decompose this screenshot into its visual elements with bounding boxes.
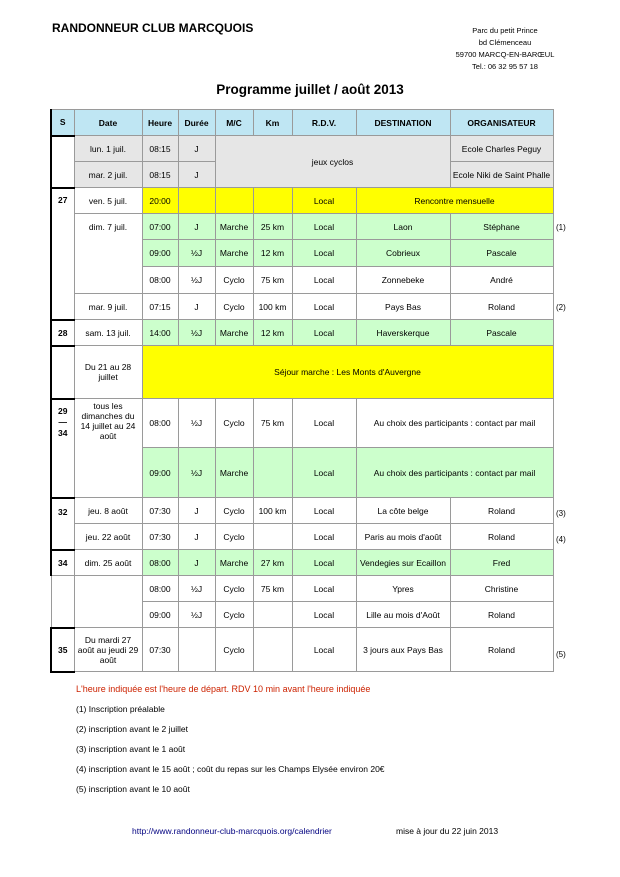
date-cell: jeu. 22 août <box>74 524 142 550</box>
week-cell <box>51 576 74 628</box>
table-row <box>51 524 553 550</box>
km-cell: 100 km <box>253 498 292 524</box>
row-note-marker: (4) <box>556 535 566 544</box>
duree-cell: J <box>178 136 215 162</box>
organizer-cell: Roland <box>450 294 553 320</box>
footnote-1: (1) Inscription préalable <box>76 704 165 714</box>
heure-cell: 08:00 <box>142 399 178 448</box>
week-to: 34 <box>58 427 68 438</box>
destination-cell: Haverskerque <box>356 320 450 346</box>
km-cell <box>253 524 292 550</box>
duree-cell: ½J <box>178 448 215 498</box>
table-row <box>51 188 553 214</box>
destination-cell: La côte belge <box>356 498 450 524</box>
heure-cell: 09:00 <box>142 448 178 498</box>
row-note-marker: (5) <box>556 650 566 659</box>
duree-cell: ½J <box>178 320 215 346</box>
rdv-cell: Local <box>292 550 356 576</box>
km-cell: 27 km <box>253 550 292 576</box>
heure-cell: 07:30 <box>142 524 178 550</box>
table-row <box>51 294 553 320</box>
program-title: Programme juillet / août 2013 <box>216 82 404 97</box>
col-header-destination: DESTINATION <box>356 110 450 136</box>
week-cell: 32 <box>51 498 74 550</box>
week-cell <box>51 346 74 399</box>
rdv-cell: Local <box>292 448 356 498</box>
km-cell: 25 km <box>253 214 292 240</box>
destination-cell: Au choix des participants : contact par mail <box>356 399 553 448</box>
destination-cell: Laon <box>356 214 450 240</box>
km-cell: 12 km <box>253 240 292 267</box>
row-note-marker: (3) <box>556 509 566 518</box>
date-cell <box>74 576 142 628</box>
mc-cell: Marche <box>215 320 253 346</box>
duree-cell: ½J <box>178 240 215 267</box>
destination-cell: Ecole Charles Peguy <box>450 136 553 162</box>
km-cell: 100 km <box>253 294 292 320</box>
footnote-4: (4) inscription avant le 15 août ; coût du repas sur les Champs Elysée environ 20€ <box>76 764 385 774</box>
col-header-organisateur: ORGANISATEUR <box>450 110 553 136</box>
duree-cell: ½J <box>178 399 215 448</box>
date-cell: mar. 9 juil. <box>74 294 142 320</box>
table-row <box>51 628 553 672</box>
rdv-cell: Local <box>292 267 356 294</box>
heure-cell: 09:00 <box>142 602 178 628</box>
date-cell: Du 21 au 28 juillet <box>74 346 142 399</box>
heure-cell: 07:15 <box>142 294 178 320</box>
organizer-cell: Roland <box>450 498 553 524</box>
destination-cell: Cobrieux <box>356 240 450 267</box>
heure-cell: 08:00 <box>142 576 178 602</box>
heure-cell: 07:30 <box>142 498 178 524</box>
col-header-heure: Heure <box>142 110 178 136</box>
destination-cell: Au choix des participants : contact par mail <box>356 448 553 498</box>
mc-cell: Marche <box>215 214 253 240</box>
organizer-cell: Stéphane <box>450 214 553 240</box>
club-name: RANDONNEUR CLUB MARCQUOIS <box>52 21 254 35</box>
col-header-mc: M/C <box>215 110 253 136</box>
table-row <box>51 550 553 576</box>
sejour-cell: Séjour marche : Les Monts d'Auvergne <box>142 346 553 399</box>
week-dash: — <box>58 416 67 427</box>
rdv-cell: Local <box>292 188 356 214</box>
address-line-1: Parc du petit Prince <box>472 26 538 35</box>
duree-cell: J <box>178 550 215 576</box>
week-cell: 35 <box>51 628 74 672</box>
table-row <box>51 320 553 346</box>
address-phone: Tel.: 06 32 95 57 18 <box>472 62 538 71</box>
organizer-cell: Christine <box>450 576 553 602</box>
duree-cell <box>178 188 215 214</box>
km-cell: 12 km <box>253 320 292 346</box>
organizer-cell: Roland <box>450 524 553 550</box>
heure-cell: 07:00 <box>142 214 178 240</box>
heure-cell: 08:00 <box>142 550 178 576</box>
destination-cell: 3 jours aux Pays Bas <box>356 628 450 672</box>
duree-cell: J <box>178 294 215 320</box>
mc-cell: Cyclo <box>215 294 253 320</box>
mc-cell: Cyclo <box>215 498 253 524</box>
organizer-cell: Pascale <box>450 240 553 267</box>
week-from: 29 <box>58 405 68 416</box>
address-line-2: bd Clémenceau <box>478 38 532 47</box>
col-header-s: S <box>51 110 74 136</box>
calendar-link[interactable]: http://www.randonneur-club-marcquois.org/calendrier <box>132 826 332 836</box>
table-row <box>51 136 553 162</box>
mc-cell: Cyclo <box>215 628 253 672</box>
mc-cell: Marche <box>215 240 253 267</box>
address-line-3: 59700 MARCQ-EN-BARŒUL <box>455 50 555 59</box>
heure-cell: 14:00 <box>142 320 178 346</box>
organizer-cell: Pascale <box>450 320 553 346</box>
heure-cell: 07:30 <box>142 628 178 672</box>
program-table <box>50 109 554 673</box>
date-cell: jeu. 8 août <box>74 498 142 524</box>
km-cell <box>253 188 292 214</box>
week-cell: 27 <box>51 188 74 320</box>
organizer-cell: Fred <box>450 550 553 576</box>
mc-cell: Cyclo <box>215 576 253 602</box>
km-cell <box>253 602 292 628</box>
date-cell: ven. 5 juil. <box>74 188 142 214</box>
table-row <box>51 498 553 524</box>
destination-cell: Zonnebeke <box>356 267 450 294</box>
rdv-cell: Local <box>292 214 356 240</box>
mc-cell <box>215 188 253 214</box>
rdv-cell: Local <box>292 320 356 346</box>
duree-cell <box>178 628 215 672</box>
rdv-cell: Local <box>292 294 356 320</box>
km-cell: 75 km <box>253 576 292 602</box>
date-cell: dim. 7 juil. <box>74 214 142 294</box>
km-cell <box>253 628 292 672</box>
table-row <box>51 346 553 399</box>
km-cell <box>253 448 292 498</box>
table-row <box>51 576 553 602</box>
destination-cell: Ypres <box>356 576 450 602</box>
col-header-km: Km <box>253 110 292 136</box>
organizer-cell: André <box>450 267 553 294</box>
duree-cell: J <box>178 214 215 240</box>
table-row <box>51 214 553 240</box>
duree-cell: ½J <box>178 602 215 628</box>
destination-cell: Lille au mois d'Août <box>356 602 450 628</box>
rdv-cell: Local <box>292 399 356 448</box>
heure-cell: 08:15 <box>142 136 178 162</box>
date-cell: dim. 25 août <box>74 550 142 576</box>
destination-cell: Pays Bas <box>356 294 450 320</box>
footnote-3: (3) inscription avant le 1 août <box>76 744 186 754</box>
km-cell: 75 km <box>253 399 292 448</box>
destination-cell: Rencontre mensuelle <box>356 188 553 214</box>
departure-time-note: L'heure indiquée est l'heure de départ. RDV 10 min avant l'heure indiquée <box>76 684 371 694</box>
km-cell: 75 km <box>253 267 292 294</box>
mc-cell: Marche <box>215 550 253 576</box>
date-cell: tous les dimanches du 14 juillet au 24 août <box>74 399 142 498</box>
rdv-cell: Local <box>292 498 356 524</box>
duree-cell: ½J <box>178 576 215 602</box>
club-address <box>438 25 572 73</box>
table-header-row <box>51 110 553 136</box>
jeux-cyclos-cell: jeux cyclos <box>215 136 450 188</box>
heure-cell: 08:15 <box>142 162 178 188</box>
destination-cell: Ecole Niki de Saint Phalle <box>450 162 553 188</box>
rdv-cell: Local <box>292 602 356 628</box>
duree-cell: J <box>178 498 215 524</box>
mc-cell: Cyclo <box>215 399 253 448</box>
col-header-duree: Durée <box>178 110 215 136</box>
col-header-rdv: R.D.V. <box>292 110 356 136</box>
row-note-marker: (2) <box>556 303 566 312</box>
heure-cell: 20:00 <box>142 188 178 214</box>
destination-cell: Paris au mois d'août <box>356 524 450 550</box>
week-cell <box>51 399 74 498</box>
mc-cell: Marche <box>215 448 253 498</box>
footnote-5: (5) inscription avant le 10 août <box>76 784 190 794</box>
rdv-cell: Local <box>292 240 356 267</box>
date-cell: lun. 1 juil. <box>74 136 142 162</box>
row-note-marker: (1) <box>556 223 566 232</box>
duree-cell: J <box>178 162 215 188</box>
mc-cell: Cyclo <box>215 524 253 550</box>
mc-cell: Cyclo <box>215 267 253 294</box>
footnote-2: (2) inscription avant le 2 juillet <box>76 724 188 734</box>
rdv-cell: Local <box>292 628 356 672</box>
rdv-cell: Local <box>292 524 356 550</box>
date-cell: mar. 2 juil. <box>74 162 142 188</box>
destination-cell: Vendegies sur Ecaillon <box>356 550 450 576</box>
update-date: mise à jour du 22 juin 2013 <box>396 826 499 836</box>
duree-cell: ½J <box>178 267 215 294</box>
organizer-cell: Roland <box>450 628 553 672</box>
rdv-cell: Local <box>292 576 356 602</box>
week-cell: 28 <box>51 320 74 346</box>
organizer-cell: Roland <box>450 602 553 628</box>
week-cell: 34 <box>51 550 74 576</box>
heure-cell: 09:00 <box>142 240 178 267</box>
date-cell: Du mardi 27 août au jeudi 29 août <box>74 628 142 672</box>
table-row <box>51 399 553 448</box>
week-cell <box>51 136 74 188</box>
mc-cell: Cyclo <box>215 602 253 628</box>
col-header-date: Date <box>74 110 142 136</box>
duree-cell: J <box>178 524 215 550</box>
heure-cell: 08:00 <box>142 267 178 294</box>
date-cell: sam. 13 juil. <box>74 320 142 346</box>
